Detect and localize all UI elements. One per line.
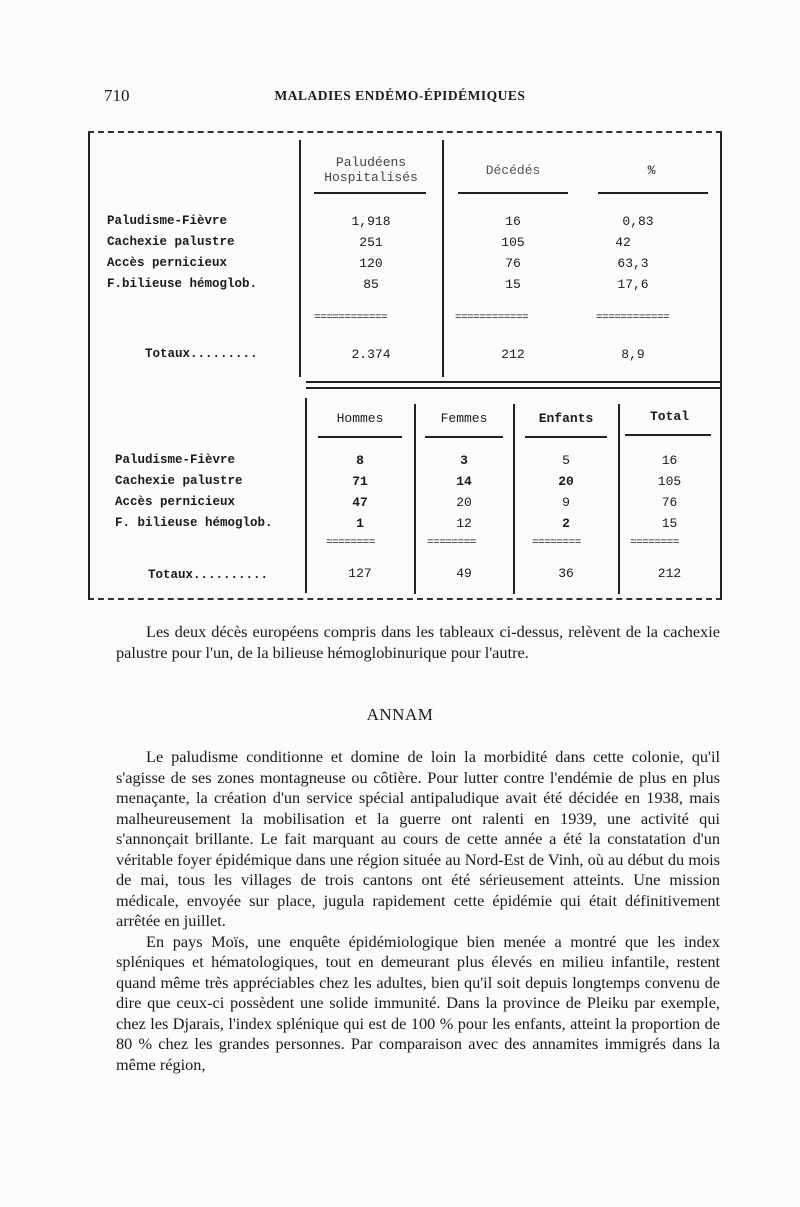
- header-hommes: Hommes: [336, 411, 384, 426]
- cell-percent: 17,6: [617, 277, 649, 292]
- row-label: Paludisme-Fièvre: [107, 214, 228, 228]
- table-bottom-border: [88, 598, 722, 600]
- header-decedes: Décédés: [485, 163, 541, 178]
- cell-decedes: 105: [501, 235, 525, 250]
- header-underline: [625, 434, 711, 436]
- cell-hospitalises: 120: [359, 256, 383, 271]
- cell-decedes: 15: [505, 277, 521, 292]
- separator: ============: [596, 312, 670, 324]
- paragraph-european-deaths: Les deux décès européens compris dans les tableaux ci-dessus, relèvent de la cachexie palustre pour l'un, de la bilieuse hémoglobinurique pour l'autre.: [116, 622, 720, 662]
- row-label: Paludisme-Fièvre: [115, 453, 236, 467]
- cell-enfants: 2: [562, 516, 570, 531]
- row-label: Cachexie palustre: [107, 235, 235, 249]
- cell-hospitalises: 85: [363, 277, 379, 292]
- row-label: Accès pernicieux: [115, 495, 236, 509]
- row-label: F.bilieuse hémoglob.: [107, 277, 258, 291]
- cell-hommes: 1: [356, 516, 364, 531]
- header-underline: [425, 436, 503, 438]
- cell-total: 16: [661, 453, 678, 468]
- cell-hommes: 71: [352, 474, 368, 489]
- cell-femmes: 14: [456, 474, 472, 489]
- header-underline: [314, 192, 426, 194]
- total-label: Totaux..........: [148, 568, 269, 582]
- cell-total: 15: [661, 516, 678, 531]
- page-number: 710: [104, 86, 130, 105]
- table-divider: [306, 381, 720, 383]
- cell-total: 76: [661, 495, 678, 510]
- separator: ========: [326, 537, 375, 549]
- cell-hospitalises: 251: [359, 235, 383, 250]
- cell-percent: 63,3: [617, 256, 649, 271]
- running-head: MALADIES ENDÉMO-ÉPIDÉMIQUES: [274, 88, 526, 103]
- header-percent: %: [647, 163, 656, 178]
- header-total: Total: [649, 409, 689, 424]
- row-label: Cachexie palustre: [115, 474, 243, 488]
- cell-femmes: 3: [460, 453, 468, 468]
- cell-hommes: 8: [356, 453, 364, 468]
- total-hommes: 127: [348, 566, 372, 581]
- header-femmes: Femmes: [440, 411, 488, 426]
- header-enfants: Enfants: [538, 411, 594, 426]
- total-hospitalises: 2.374: [351, 347, 391, 362]
- total-total: 212: [657, 566, 682, 581]
- cell-decedes: 16: [505, 214, 521, 229]
- total-femmes: 49: [456, 566, 472, 581]
- cell-femmes: 20: [456, 495, 472, 510]
- table-right-border: [720, 133, 722, 600]
- header-underline: [598, 192, 708, 194]
- table-left-border: [88, 133, 90, 600]
- separator: ============: [455, 312, 529, 324]
- separator: ========: [630, 537, 679, 549]
- cell-enfants: 5: [562, 453, 570, 468]
- cell-total: 105: [657, 474, 682, 489]
- cell-hommes: 47: [352, 495, 368, 510]
- header-hospitalises: Paludéens Hospitalisés: [324, 155, 418, 185]
- cell-percent: 42: [615, 235, 631, 250]
- total-percent: 8,9: [621, 347, 645, 362]
- cell-hospitalises: 1,918: [351, 214, 391, 229]
- table-divider: [306, 387, 720, 389]
- total-label: Totaux.........: [145, 347, 258, 361]
- paragraph-annam: Le paludisme conditionne et domine de loin la morbidité dans cette colonie, qu'il s'agisse de ses zones montagneuse ou côtière. Pour lutter contre l'endémie de plus en plus menaçante, la création d'un service spécial antipaludique avait été décidée en 1938, mais malheureusement la mobilisation et la guerre ont ralenti en 1939, une activité qui s'annonçait brillante. Le fait marquant au cours de cette année a été la constatation d'un véritable foyer épidémique dans une région située au Nord-Est de Vinh, où au début du mois de mai, tous les villages de trois cantons ont été sérieusement atteints. Une mission médicale, envoyée sur place, jugula rapidement cette épidémie qui était définitivement arrêtée en juillet. En pays Moïs, une enquête épidémiologique bien menée a montré que les index spléniques et hématologiques, tout en demeurant plus élevés en milieu infantile, restent quand même très appréciables chez les adultes, bien qu'il soit depuis longtemps convenu de dire que ceux-ci possèdent une solide immunité. Dans la province de Pleiku par exemple, chez les Djarais, l'index splénique qui est de 100 % pour les enfants, atteint la proportion de 80 % chez les grandes personnes. Par comparaison avec des annamites immigrés dans la même région,: [116, 747, 720, 1074]
- total-enfants: 36: [558, 566, 574, 581]
- row-label: F. bilieuse hémoglob.: [115, 516, 273, 530]
- row-label: Accès pernicieux: [107, 256, 228, 270]
- header-underline: [458, 192, 568, 194]
- cell-decedes: 76: [505, 256, 521, 271]
- total-decedes: 212: [501, 347, 525, 362]
- cell-enfants: 9: [562, 495, 570, 510]
- cell-enfants: 20: [558, 474, 574, 489]
- separator: ============: [314, 312, 388, 324]
- separator: ========: [532, 537, 581, 549]
- separator: ========: [427, 537, 476, 549]
- header-underline: [318, 436, 402, 438]
- table-top-border: [88, 131, 722, 133]
- header-underline: [525, 436, 607, 438]
- cell-femmes: 12: [456, 516, 472, 531]
- cell-percent: 0,83: [622, 214, 654, 229]
- section-title: ANNAM: [366, 705, 434, 724]
